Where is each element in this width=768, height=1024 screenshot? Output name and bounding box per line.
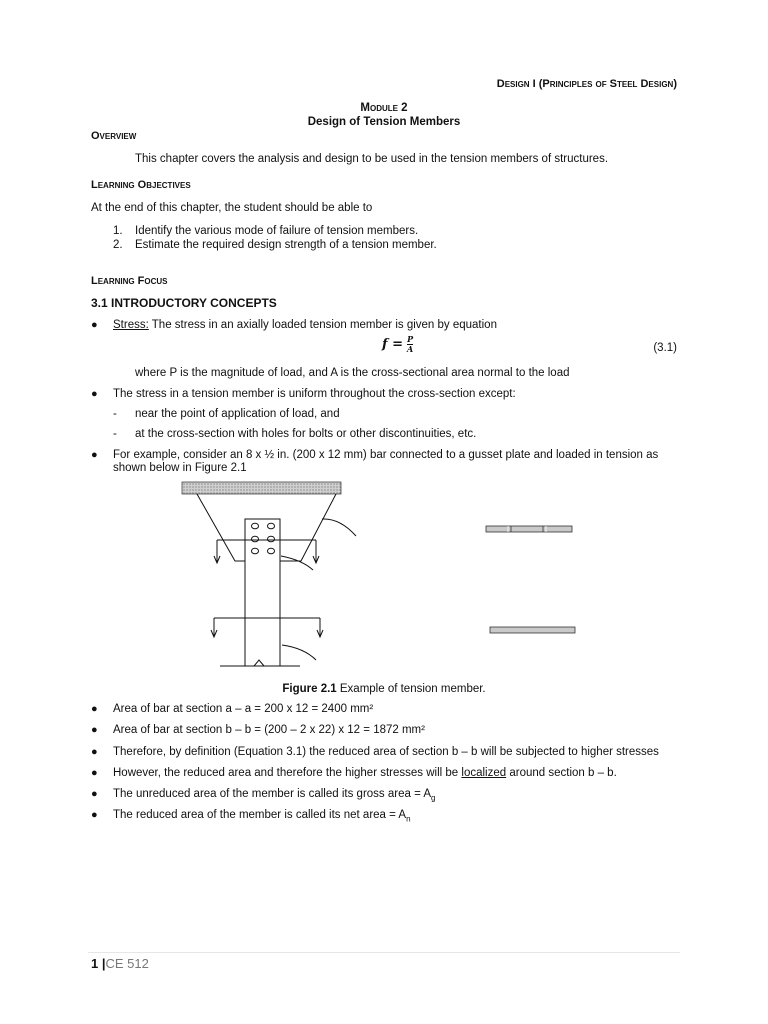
uniform-stress-text: The stress in a tension member is uniform throughout the cross-section except: [113, 388, 516, 400]
stress-label: Stress: [113, 319, 149, 331]
net-area-subscript: n [406, 814, 411, 824]
footer [91, 956, 149, 971]
course-title-text: Design I (Principles of Steel Design) [496, 78, 677, 90]
however-text [113, 767, 617, 779]
equation-reference: (3.1) [653, 342, 677, 354]
bullet-dot: ● [91, 449, 98, 461]
module-title-text: Design of Tension Members [307, 116, 461, 128]
however-post: around section b – b. [506, 767, 617, 779]
page-number: 1 [91, 956, 99, 971]
bullet-dot: ● [91, 703, 98, 715]
bullet-dot: ● [91, 319, 98, 331]
area-section-a: Area of bar at section a – a = 200 x 12 = 2400 mm² [113, 703, 374, 715]
therefore-text: Therefore, by definition (Equation 3.1) the reduced area of section b – b will be subjected to higher stresses [113, 746, 659, 758]
figure-caption [0, 683, 768, 695]
overview-text: This chapter covers the analysis and design to be used in the tension members of structures. [135, 153, 609, 165]
objective-text-1: Identify the various mode of failure of tension members. [135, 225, 419, 237]
bullet-dot: ● [91, 809, 98, 821]
overview-heading-text: Overview [91, 130, 137, 142]
gross-area-label: The unreduced area of the member is called its gross area = A [113, 788, 432, 800]
however-pre: However, the reduced area and therefore the higher stresses will be [113, 767, 462, 779]
dash-item-2: at the cross-section with holes for bolts or other discontinuities, etc. [135, 428, 477, 440]
gross-area-text [113, 788, 435, 802]
objective-text-2: Estimate the required design strength of a tension member. [135, 239, 437, 251]
footer-rule [88, 952, 680, 953]
course-code: CE 512 [105, 956, 149, 971]
fixed-support [182, 482, 341, 494]
gross-area-subscript: g [431, 793, 436, 803]
dash-item-1: near the point of application of load, and [135, 408, 340, 420]
figure-caption-label: Figure 2.1 [282, 683, 337, 695]
objectives-heading-text: Learning Objectives [91, 179, 191, 191]
bullet-dot: ● [91, 746, 98, 758]
objectives-intro: At the end of this chapter, the student should be able to [91, 202, 373, 214]
bullet-dot: ● [91, 724, 98, 736]
net-area-text [113, 809, 411, 823]
dash-mark: - [113, 408, 117, 420]
localized-term: localized [461, 767, 507, 779]
area-section-b: Area of bar at section b – b = (200 – 2 x 22) x 12 = 1872 mm² [113, 724, 425, 736]
cross-section-b [486, 526, 572, 532]
objective-number-2: 2. [113, 239, 123, 251]
equation-lhs: f = [382, 337, 404, 352]
equation-denominator: A [407, 344, 414, 354]
equation-numerator: P [407, 334, 414, 344]
cross-section-a [490, 627, 575, 633]
bullet-dot: ● [91, 767, 98, 779]
footer-separator: | [101, 956, 106, 971]
stress-text: The stress in an axially loaded tension member is given by equation [148, 319, 497, 331]
dash-mark: - [113, 428, 117, 440]
focus-heading-text: Learning Focus [91, 275, 168, 287]
bullet-dot: ● [91, 388, 98, 400]
example-line-2: shown below in Figure 2.1 [113, 462, 247, 474]
section-heading: 3.1 INTRODUCTORY CONCEPTS [91, 296, 277, 310]
bullet-dot: ● [91, 788, 98, 800]
objective-number-1: 1. [113, 225, 123, 237]
module-label-text: Module 2 [360, 102, 408, 114]
where-text: where P is the magnitude of load, and A is the cross-sectional area normal to the load [135, 367, 570, 379]
tension-bar [245, 519, 280, 666]
net-area-label: The reduced area of the member is called its net area = A [113, 809, 407, 821]
figure-caption-text: Example of tension member. [336, 683, 486, 695]
example-line-1: For example, consider an 8 x ½ in. (200 x 12 mm) bar connected to a gusset plate and loaded in tension as [113, 449, 659, 461]
